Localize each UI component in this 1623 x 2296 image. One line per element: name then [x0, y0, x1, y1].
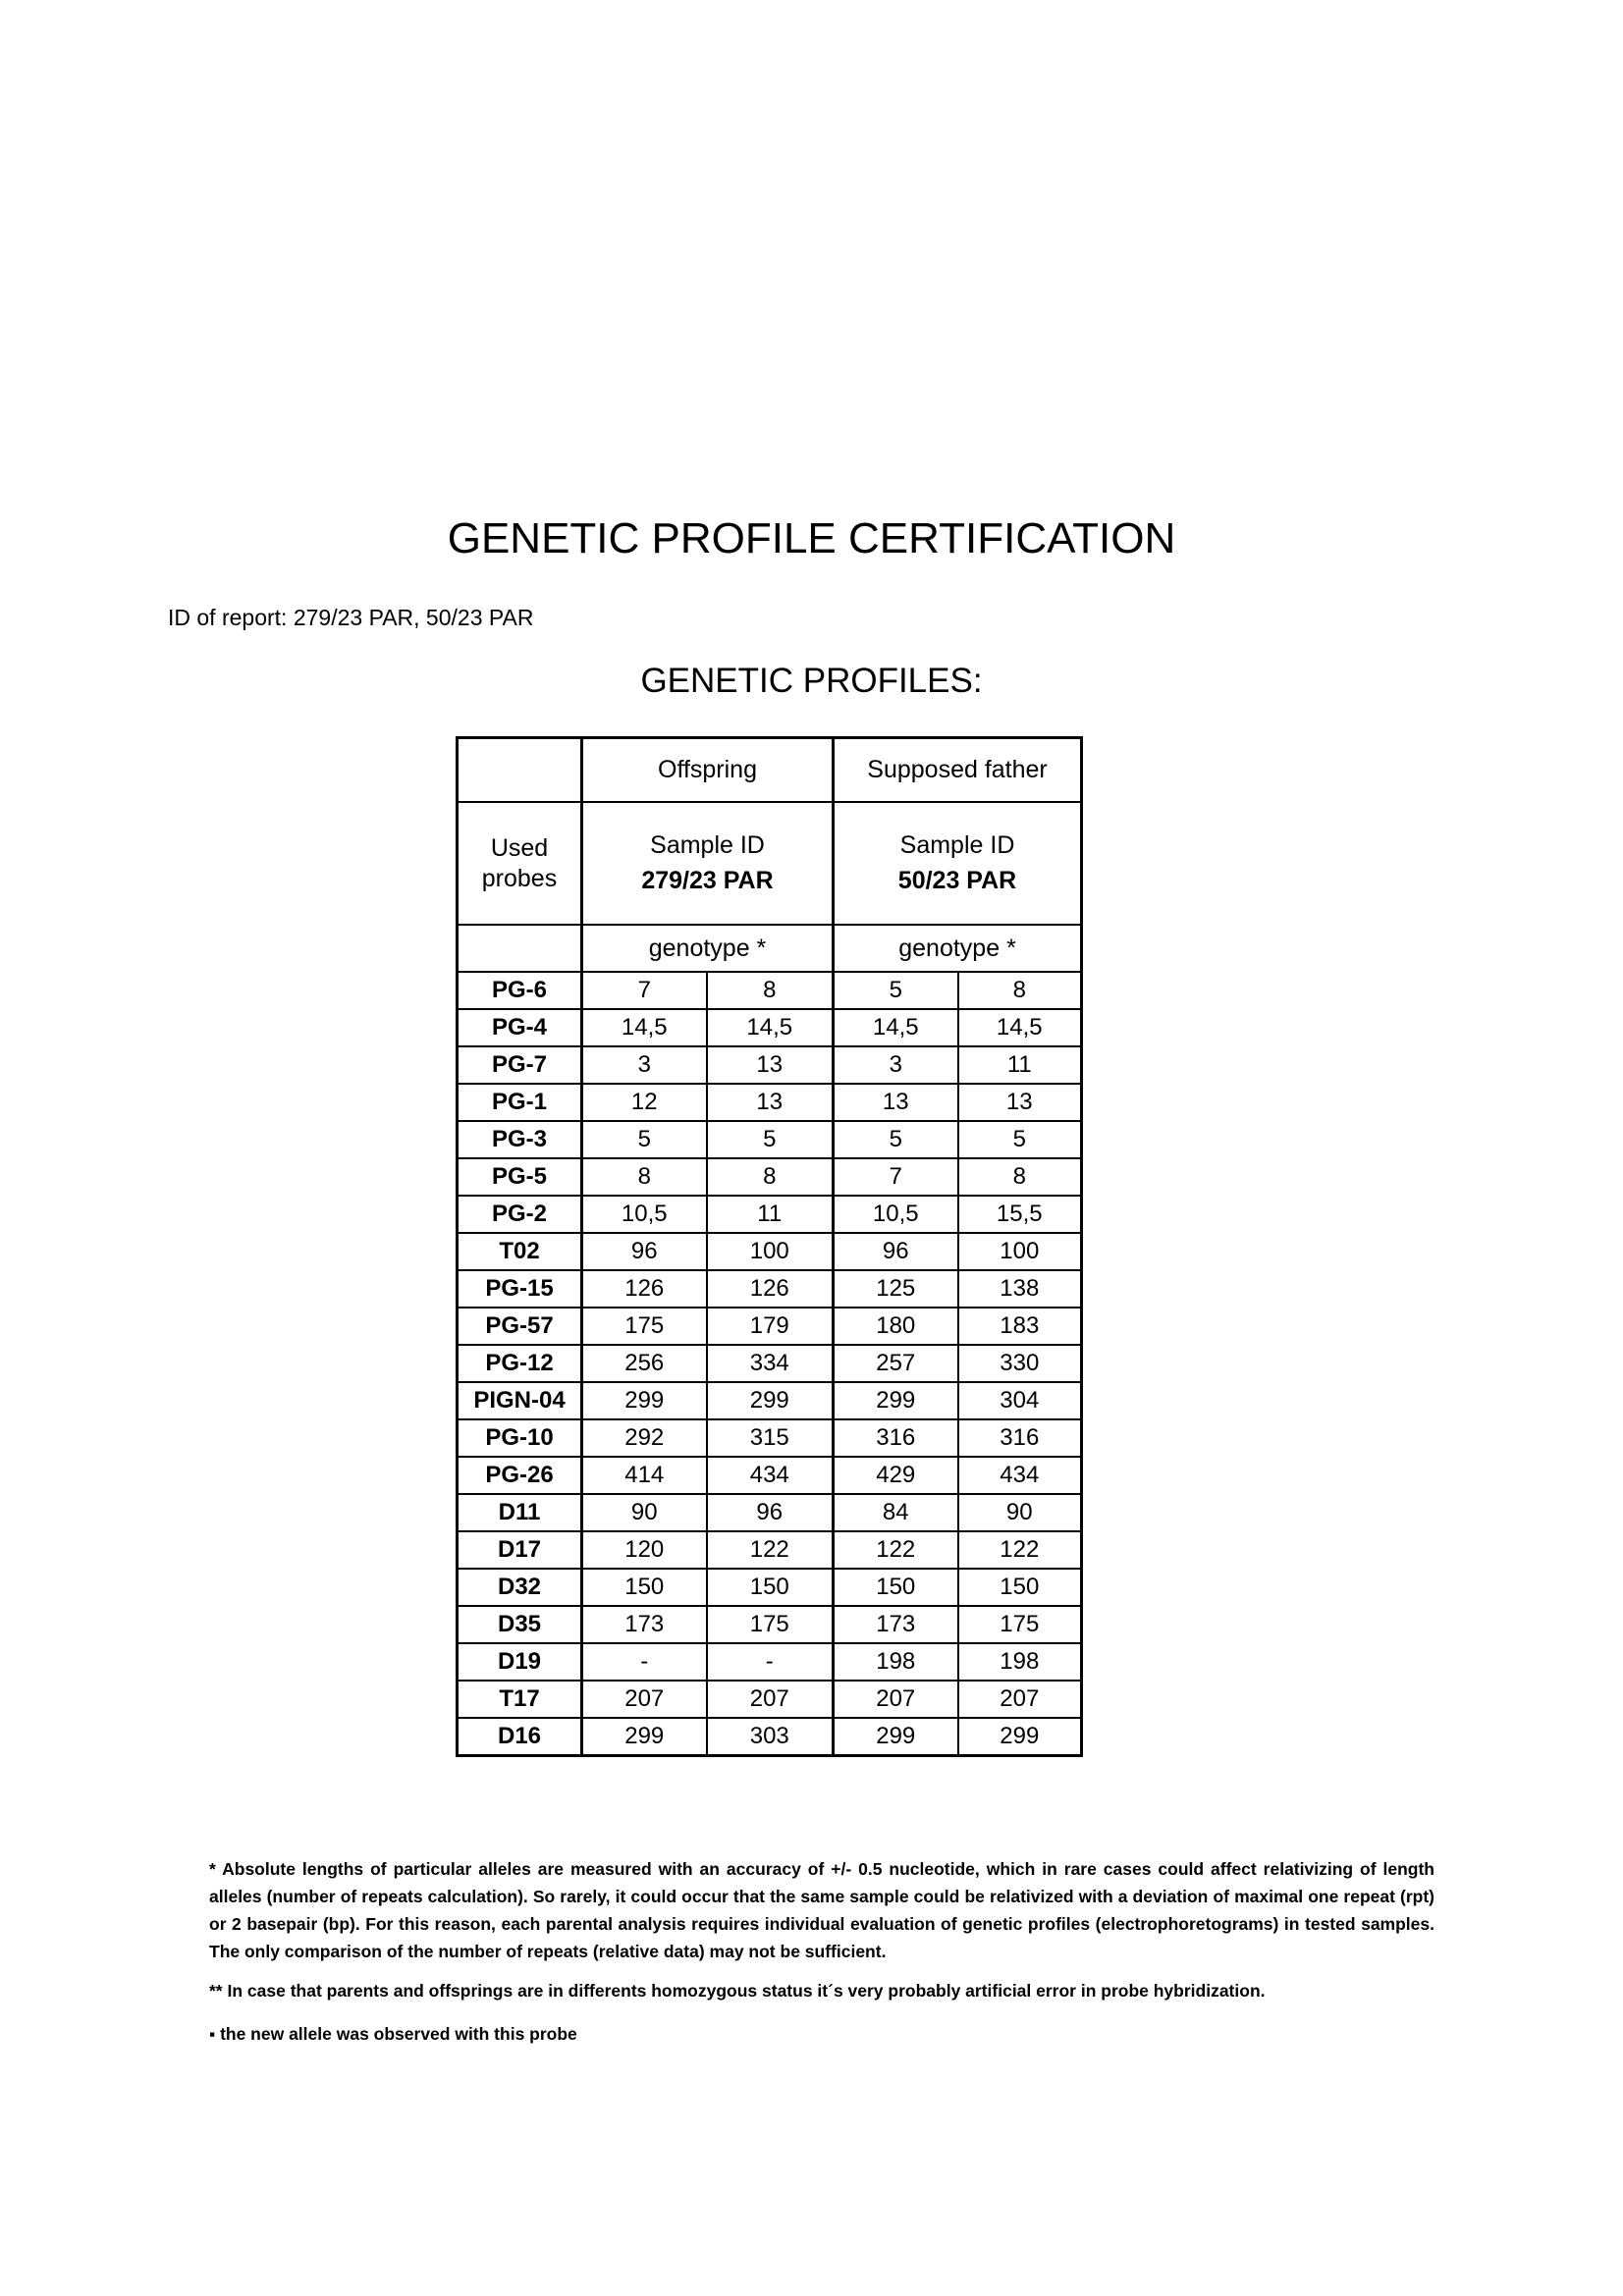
table-row — [458, 1084, 1082, 1121]
genotype-value: 122 — [834, 1531, 958, 1569]
genotype-value: 14,5 — [834, 1009, 958, 1046]
table-row — [458, 1196, 1082, 1233]
probe-label: PG-6 — [458, 972, 582, 1009]
genotype-value: 434 — [958, 1457, 1082, 1494]
table-row — [458, 1158, 1082, 1196]
genotype-value: 96 — [707, 1494, 834, 1531]
genotype-value: 175 — [707, 1606, 834, 1643]
probe-label: D35 — [458, 1606, 582, 1643]
genotype-value: - — [582, 1643, 707, 1681]
group-header-row — [458, 738, 1082, 803]
father-group-header: Supposed father — [834, 738, 1082, 803]
father-sample-id-label: Sample ID — [899, 831, 1015, 859]
genotype-value: 11 — [707, 1196, 834, 1233]
probe-label: PG-4 — [458, 1009, 582, 1046]
genotype-value: 179 — [707, 1308, 834, 1345]
genotype-value: 13 — [958, 1084, 1082, 1121]
probe-label: PG-1 — [458, 1084, 582, 1121]
corner-empty-cell — [458, 738, 582, 803]
table-row — [458, 1718, 1082, 1756]
genotype-value: 8 — [707, 1158, 834, 1196]
genotype-value: 122 — [958, 1531, 1082, 1569]
genotype-value: 207 — [707, 1681, 834, 1718]
genotype-value: 7 — [582, 972, 707, 1009]
table-row — [458, 972, 1082, 1009]
offspring-sample-cell — [582, 802, 834, 925]
used-probes-header: Used probes — [458, 802, 582, 925]
probe-label: PIGN-04 — [458, 1382, 582, 1419]
genotype-value: 173 — [834, 1606, 958, 1643]
genotype-value: 5 — [582, 1121, 707, 1158]
probe-label: PG-3 — [458, 1121, 582, 1158]
genotype-value: 207 — [834, 1681, 958, 1718]
table-row — [458, 1681, 1082, 1718]
genotype-value: 14,5 — [582, 1009, 707, 1046]
genotype-value: 8 — [707, 972, 834, 1009]
genotype-value: 122 — [707, 1531, 834, 1569]
genotype-value: 96 — [834, 1233, 958, 1270]
table-row — [458, 1606, 1082, 1643]
genotype-value: 257 — [834, 1345, 958, 1382]
probe-label: D17 — [458, 1531, 582, 1569]
genotype-value: 14,5 — [958, 1009, 1082, 1046]
probe-label: D19 — [458, 1643, 582, 1681]
table-row — [458, 1046, 1082, 1084]
father-sample-cell — [834, 802, 1082, 925]
genotype-value: 100 — [707, 1233, 834, 1270]
probe-label: T02 — [458, 1233, 582, 1270]
genotype-value: 175 — [958, 1606, 1082, 1643]
genotype-value: 138 — [958, 1270, 1082, 1308]
genotype-value: 299 — [582, 1382, 707, 1419]
genotype-value: 180 — [834, 1308, 958, 1345]
genotype-value: 126 — [707, 1270, 834, 1308]
footnote-accuracy: * Absolute lengths of particular alleles are measured with an accuracy of +/- 0.5 nucleotide, which in rare cases could affect relativizing of length alleles (number of repeats calculation). So rarely, it could occur that the same sample could be relativized with a deviation of maximal one repeat (rpt) or 2 basepair (bp). For this reason, each parental analysis requires individual evaluation of genetic profiles (electrophoretograms) in tested samples. The only comparison of the number of repeats (relative data) may not be sufficient. — [209, 1858, 1434, 1961]
probe-label: PG-10 — [458, 1419, 582, 1457]
genotype-value: 120 — [582, 1531, 707, 1569]
genotype-value: 8 — [958, 972, 1082, 1009]
genotype-value: 13 — [707, 1084, 834, 1121]
footnote-new-allele: ▪ the new allele was observed with this probe — [209, 2023, 577, 2044]
genotype-value: 3 — [582, 1046, 707, 1084]
genotype-value: 207 — [958, 1681, 1082, 1718]
father-genotype-header: genotype * — [834, 925, 1082, 972]
genotype-value: 13 — [834, 1084, 958, 1121]
genotype-empty-cell — [458, 925, 582, 972]
sample-id-row — [458, 802, 1082, 925]
genotype-value: 299 — [582, 1718, 707, 1756]
probe-label: T17 — [458, 1681, 582, 1718]
genotype-value: 330 — [958, 1345, 1082, 1382]
father-sample-id: 50/23 PAR — [897, 867, 1017, 894]
table-row — [458, 1121, 1082, 1158]
genotype-value: 434 — [707, 1457, 834, 1494]
probe-label: PG-57 — [458, 1308, 582, 1345]
offspring-group-header: Offspring — [582, 738, 834, 803]
probe-label: PG-15 — [458, 1270, 582, 1308]
genotype-value: 5 — [958, 1121, 1082, 1158]
genotype-value: 198 — [958, 1643, 1082, 1681]
genotype-value: 96 — [582, 1233, 707, 1270]
genotype-value: 10,5 — [582, 1196, 707, 1233]
genotype-value: 8 — [958, 1158, 1082, 1196]
genotype-value: 5 — [834, 1121, 958, 1158]
offspring-sample-id: 279/23 PAR — [641, 867, 774, 894]
genotype-value: 303 — [707, 1718, 834, 1756]
table-row — [458, 1457, 1082, 1494]
genotype-value: 150 — [707, 1569, 834, 1606]
table-row — [458, 1569, 1082, 1606]
genotype-value: 14,5 — [707, 1009, 834, 1046]
genotype-value: 5 — [707, 1121, 834, 1158]
genotype-value: 256 — [582, 1345, 707, 1382]
probe-label: PG-7 — [458, 1046, 582, 1084]
genotype-value: 299 — [834, 1382, 958, 1419]
genotype-value: 11 — [958, 1046, 1082, 1084]
footnote-homozygous: ** In case that parents and offsprings are in differents homozygous status it´s very probably artificial error in probe hybridization. — [209, 1980, 1266, 2001]
genotype-value: 8 — [582, 1158, 707, 1196]
table-row — [458, 1233, 1082, 1270]
report-id: ID of report: 279/23 PAR, 50/23 PAR — [168, 605, 534, 630]
probe-label: D11 — [458, 1494, 582, 1531]
table-row — [458, 1643, 1082, 1681]
probe-label: D16 — [458, 1718, 582, 1756]
genotype-value: 90 — [958, 1494, 1082, 1531]
genotype-value: 10,5 — [834, 1196, 958, 1233]
genotype-value: 3 — [834, 1046, 958, 1084]
genotype-value: 12 — [582, 1084, 707, 1121]
offspring-sample-id-label: Sample ID — [650, 831, 765, 859]
genotype-value: 414 — [582, 1457, 707, 1494]
table-row — [458, 1494, 1082, 1531]
genotype-value: 207 — [582, 1681, 707, 1718]
genotype-value: 7 — [834, 1158, 958, 1196]
genotype-value: 13 — [707, 1046, 834, 1084]
table-row — [458, 1308, 1082, 1345]
genotype-value: 429 — [834, 1457, 958, 1494]
genotype-value: 175 — [582, 1308, 707, 1345]
genotype-value: 292 — [582, 1419, 707, 1457]
probe-label: D32 — [458, 1569, 582, 1606]
probe-label: PG-12 — [458, 1345, 582, 1382]
genotype-value: 299 — [834, 1718, 958, 1756]
table-row — [458, 1382, 1082, 1419]
offspring-genotype-header: genotype * — [582, 925, 834, 972]
genotype-value: 173 — [582, 1606, 707, 1643]
table-row — [458, 1009, 1082, 1046]
genotype-value: 100 — [958, 1233, 1082, 1270]
table-row — [458, 1531, 1082, 1569]
genotype-value: 15,5 — [958, 1196, 1082, 1233]
genotype-value: - — [707, 1643, 834, 1681]
probe-label: PG-26 — [458, 1457, 582, 1494]
genotype-value: 315 — [707, 1419, 834, 1457]
table-row — [458, 1270, 1082, 1308]
section-heading: GENETIC PROFILES: — [640, 662, 983, 700]
genotype-value: 125 — [834, 1270, 958, 1308]
genotype-value: 304 — [958, 1382, 1082, 1419]
genotype-value: 84 — [834, 1494, 958, 1531]
genotype-value: 150 — [582, 1569, 707, 1606]
genotype-value: 299 — [958, 1718, 1082, 1756]
genotype-value: 198 — [834, 1643, 958, 1681]
genotype-value: 126 — [582, 1270, 707, 1308]
page-title: GENETIC PROFILE CERTIFICATION — [447, 514, 1176, 562]
genotype-value: 316 — [958, 1419, 1082, 1457]
genetic-profiles-table — [456, 736, 1083, 1757]
genotype-value: 150 — [958, 1569, 1082, 1606]
table-row — [458, 1419, 1082, 1457]
genotype-value: 316 — [834, 1419, 958, 1457]
genotype-header-row — [458, 925, 1082, 972]
genotype-value: 90 — [582, 1494, 707, 1531]
genotype-value: 5 — [834, 972, 958, 1009]
probe-label: PG-2 — [458, 1196, 582, 1233]
genotype-value: 334 — [707, 1345, 834, 1382]
genotype-value: 150 — [834, 1569, 958, 1606]
genotype-value: 183 — [958, 1308, 1082, 1345]
table-row — [458, 1345, 1082, 1382]
genotype-value: 299 — [707, 1382, 834, 1419]
probe-label: PG-5 — [458, 1158, 582, 1196]
